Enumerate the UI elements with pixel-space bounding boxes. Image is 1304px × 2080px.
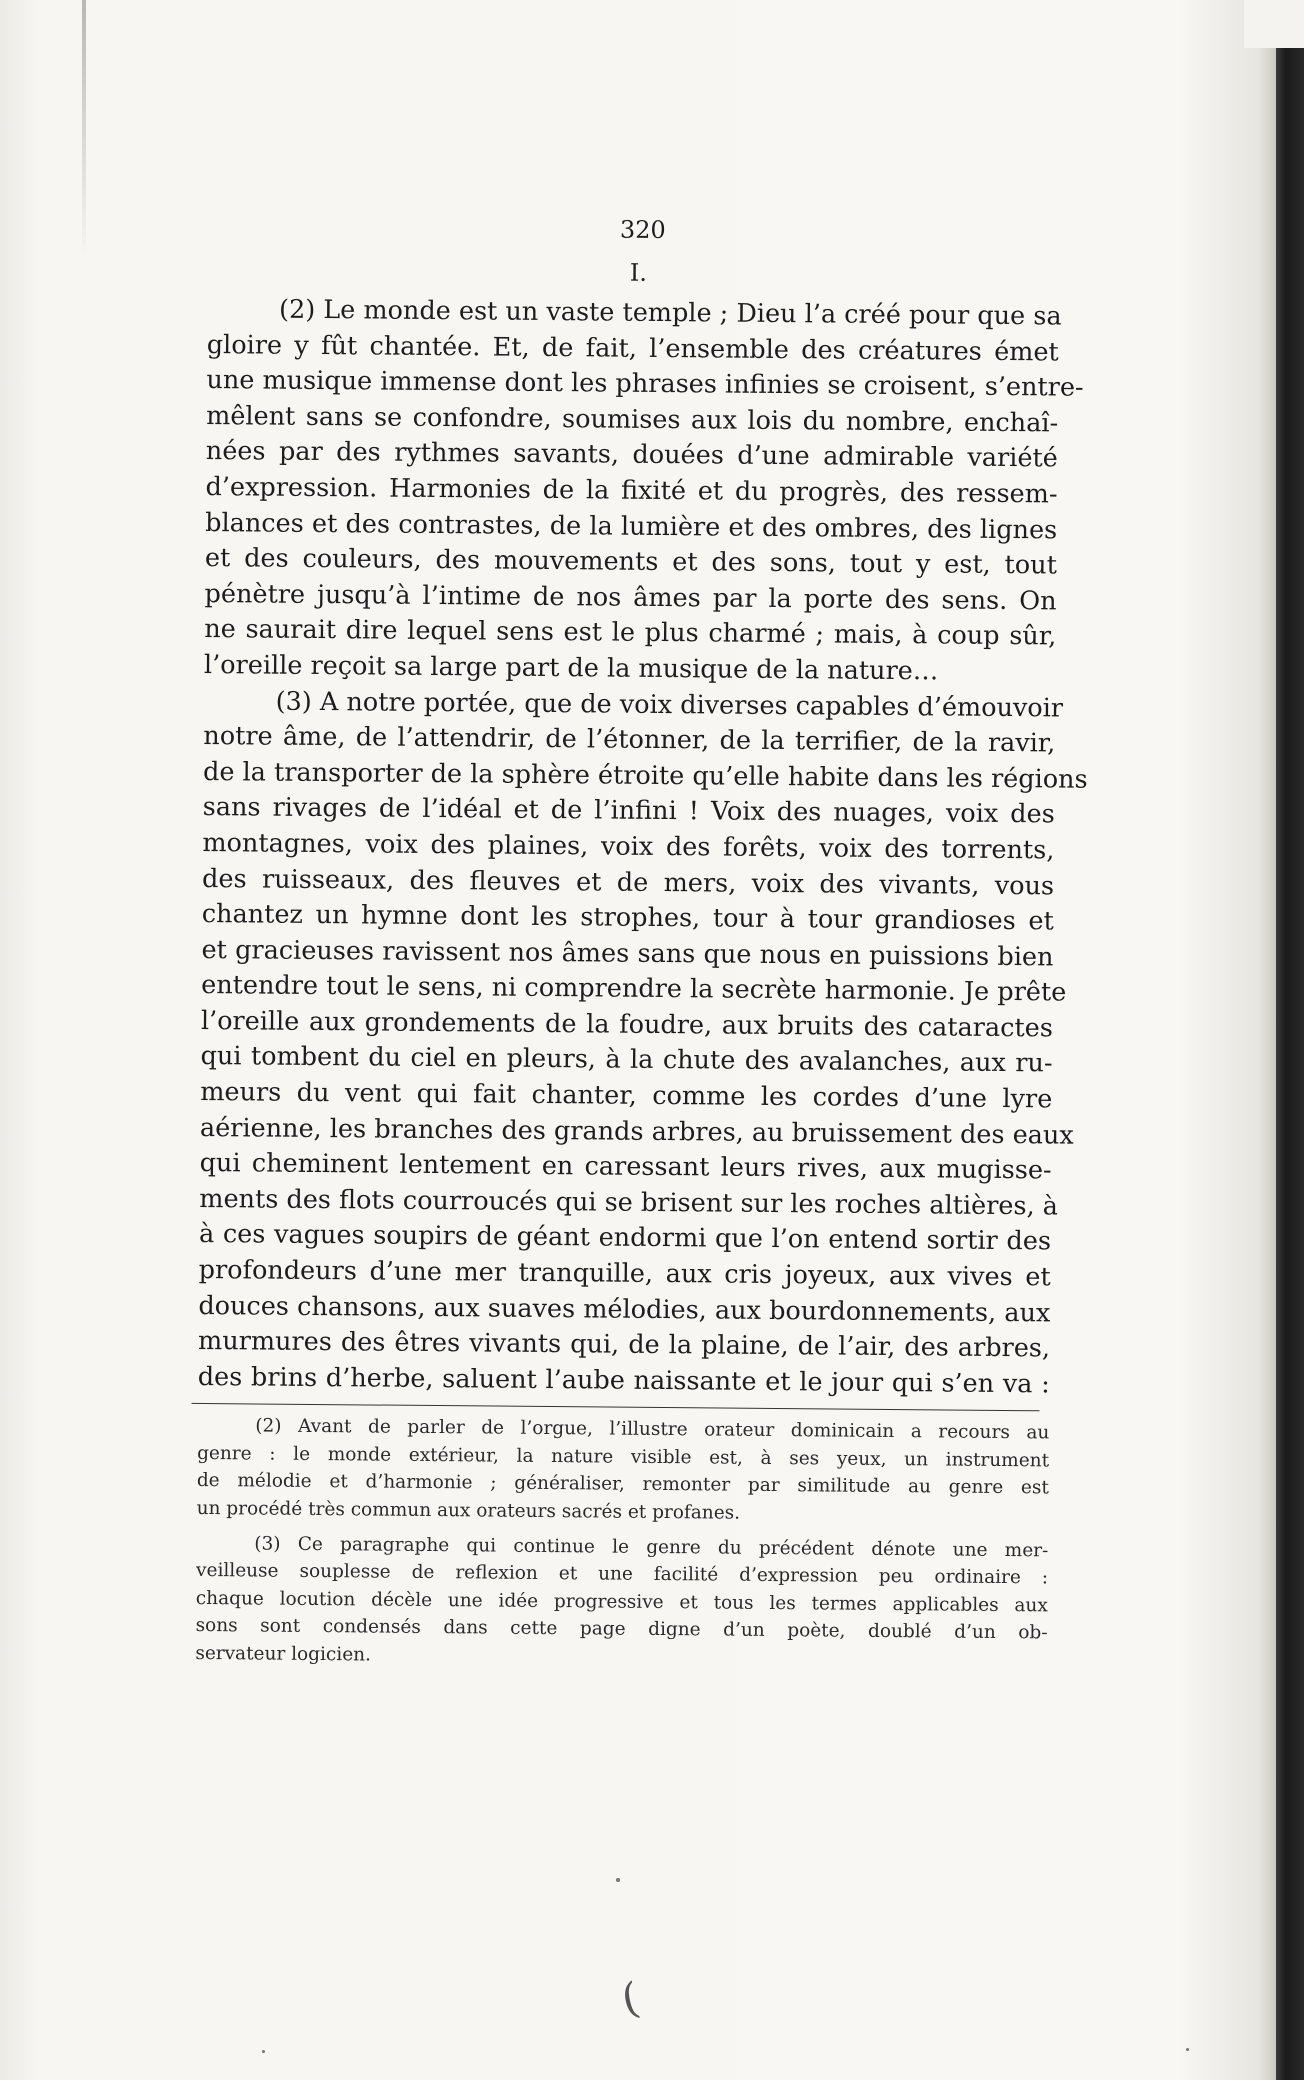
- text-line: aérienne, les branches des grands arbres, au bruissement des eaux: [199, 1112, 1074, 1151]
- text-line: ne saurait dire lequel sens est le plus charmé ; mais, à coup sûr,: [204, 614, 1057, 652]
- scan-speck: [616, 1878, 620, 1882]
- page-text-block: [195, 206, 1088, 1682]
- text-line: sans rivages de l’idéal et de l’infini ! Voix des nuages, voix des: [202, 792, 1055, 830]
- footnote-line: de mélodie et d’harmonie ; généraliser, remonter par similitude au genre est: [196, 1470, 1049, 1499]
- paragraph-3: [197, 684, 1088, 1403]
- footnote-2: [197, 1412, 1050, 1529]
- footnote-line: servateur logicien.: [195, 1642, 372, 1666]
- scan-corner: [1244, 0, 1304, 48]
- footnote-rule: [192, 1403, 1040, 1411]
- text-line: blances et des contrastes, de la lumière et des ombres, des lignes: [205, 507, 1058, 545]
- scan-speck: [1186, 2048, 1189, 2051]
- text-line: montagnes, voix des plaines, voix des forêts, voix des torrents,: [202, 827, 1055, 866]
- text-line: et gracieuses ravissent nos âmes sans que nous en puissions bien: [201, 934, 1054, 973]
- footnote-line: veilleuse souplesse de reflexion et une facilité d’expression peu ordinaire :: [195, 1560, 1049, 1589]
- footnote-line: genre : le monde extérieur, la nature visible est, à ses yeux, un instrument: [197, 1442, 1050, 1472]
- text-line: nées par des rythmes savants, douées d’une admirable variété: [205, 436, 1058, 474]
- text-line: (3) A notre portée, que de voix diverses capables d’émouvoir: [275, 686, 1064, 724]
- scan-speck: [262, 2050, 265, 2053]
- text-line: chantez un hymne dont les strophes, tour à tour grandioses et: [201, 899, 1054, 937]
- text-line: mêlent sans se confondre, soumises aux lois du nombre, enchaî-: [206, 400, 1059, 439]
- text-line: l’oreille reçoit sa large part de la musique de la nature…: [203, 649, 939, 687]
- scan-left-edge: [82, 0, 86, 260]
- text-line: d’expression. Harmonies de la fixité et du progrès, des ressem-: [205, 471, 1058, 510]
- scan-right-border: [1276, 40, 1304, 2080]
- text-line: ments des flots courroucés qui se brisent sur les roches altières, à: [199, 1183, 1059, 1222]
- text-line: l’oreille aux grondements de la foudre, aux bruits des cataractes: [200, 1005, 1053, 1044]
- paragraph-2: [203, 292, 1084, 691]
- footnote-line: (3) Ce paragraphe qui continue le genre du précédent dénote une mer-: [254, 1533, 1049, 1562]
- footnote-line: sons sont condensés dans cette page digne d’un poète, doublé d’un ob-: [195, 1615, 1048, 1644]
- text-line: profondeurs d’une mer tranquille, aux cris joyeux, aux vives et: [198, 1254, 1051, 1293]
- footnote-line: un procédé très commun aux orateurs sacrés et profanes.: [196, 1497, 741, 1524]
- text-line: (2) Le monde est un vaste temple ; Dieu l’a créé pour que sa: [278, 294, 1062, 332]
- text-line: une musique immense dont les phrases infinies se croisent, s’entre-: [206, 365, 1084, 403]
- text-line: pénètre jusqu’à l’intime de nos âmes par la porte des sens. On: [204, 578, 1057, 617]
- page-gutter-shadow: [1258, 40, 1276, 2080]
- section-heading: I.: [629, 258, 648, 287]
- text-line: qui tombent du ciel en pleurs, à la chute des avalanches, aux ru-: [200, 1041, 1053, 1079]
- body-text: [197, 292, 1088, 1403]
- text-line: des brins d’herbe, saluent l’aube naissante et le jour qui s’en va :: [197, 1361, 1050, 1400]
- text-line: meurs du vent qui fait chanter, comme les cordes d’une lyre: [200, 1077, 1053, 1115]
- footnote-line: (2) Avant de parler de l’orgue, l’illustre orateur dominicain a recours au: [255, 1415, 1050, 1444]
- text-line: de la transporter de la sphère étroite qu’elle habite dans les régions: [202, 756, 1088, 795]
- text-line: entendre tout le sens, ni comprendre la secrète harmonie. Je prête: [201, 970, 1067, 1008]
- ink-mark: (: [617, 1972, 644, 2025]
- footnotes: [195, 1412, 1049, 1674]
- footnote-line: chaque locution décèle une idée progressive et tous les termes applicables aux: [195, 1587, 1048, 1617]
- footnote-3: [195, 1530, 1048, 1674]
- text-line: gloire y fût chantée. Et, de fait, l’ensemble des créatures émet: [206, 329, 1059, 368]
- page-number: 320: [619, 215, 666, 244]
- text-line: des ruisseaux, des fleuves et de mers, voix des vivants, vous: [202, 863, 1055, 901]
- text-line: douces chansons, aux suaves mélodies, aux bourdonnements, aux: [198, 1290, 1051, 1329]
- text-line: notre âme, de l’attendrir, de l’étonner, de la terrifier, de la ravir,: [203, 721, 1056, 759]
- text-line: qui cheminent lentement en caressant leurs rives, aux mugisse-: [199, 1148, 1052, 1186]
- text-line: murmures des êtres vivants qui, de la plaine, de l’air, des arbres,: [197, 1326, 1051, 1364]
- text-line: à ces vagues soupirs de géant endormi que l’on entend sortir des: [198, 1219, 1052, 1257]
- text-line: et des couleurs, des mouvements et des sons, tout y est, tout: [204, 543, 1058, 581]
